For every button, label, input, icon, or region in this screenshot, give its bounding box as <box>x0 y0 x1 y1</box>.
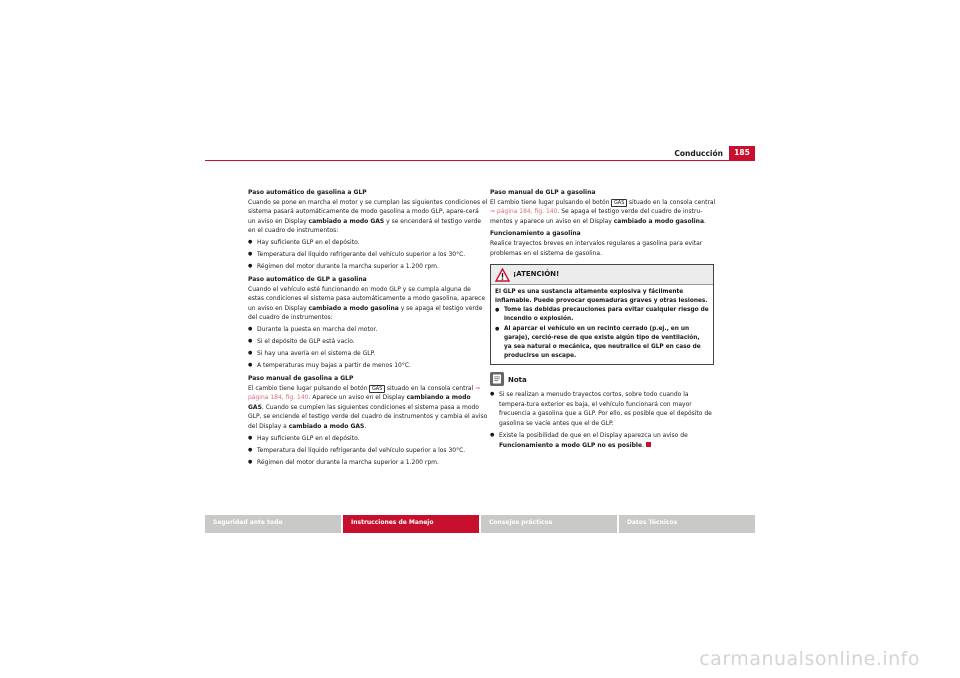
warning-text: El GLP es una sustancia altamente explosiva y fácilmente inflamable. Puede provocar quemaduras graves y otras lesiones. <box>495 289 708 305</box>
list-item: ● Temperatura del líquido refrigerante del vehículo superior a los 30°C. <box>248 250 488 260</box>
list-item: ● Existe la posibilidad de que en el Display aparezca un aviso de Funcionamiento a modo GLP no es posible. <box>490 431 716 450</box>
gas-key-label: GAS <box>369 385 384 393</box>
footer-nav <box>205 515 755 533</box>
section-title: Funcionamiento a gasolina <box>490 230 581 238</box>
warning-header <box>491 265 713 285</box>
watermark: carmanualsonline.info <box>699 648 920 670</box>
section-title: Paso manual de gasolina a GLP <box>248 375 354 383</box>
note-title: Nota <box>508 376 527 385</box>
list-item: ● Si se realizan a menudo trayectos cortos, sobre todo cuando la tempera-tura exterior es baja, el vehículo funcionará con mayor frecuencia a gasolina que a GLP. Por ello, es posible que el depósito de gasolina se vacíe antes que el de GLP. <box>490 390 716 428</box>
paragraph: El cambio tiene lugar pulsando el botón GAS situado en la consola central ⇒ página 184, fig. 140. Aparece un aviso en el Display cambiando a modo GAS. Cuando se cumplen las siguientes condiciones el sistema pasa a modo GLP, se enciende el testigo verde del cuadro de instrumentos y cambia el aviso del Display a cambiado a modo GAS. <box>248 384 488 431</box>
page-reference-link[interactable]: ⇒ página 184, fig. 140 <box>248 384 481 402</box>
header-title: Conducción <box>674 149 723 158</box>
paragraph: Realice trayectos breves en intervalos regulares a gasolina para evitar problemas en el sistema de gasolina. <box>490 239 703 257</box>
list-item: ● Si hay una avería en el sistema de GLP. <box>248 349 488 359</box>
bullet-list <box>490 390 716 450</box>
bullet-list <box>495 306 709 361</box>
gas-key-label: GAS <box>611 199 626 207</box>
paragraph: Cuando el vehículo esté funcionando en modo GLP y se cumpla alguna de estas condiciones el sistema pasa automáticamente a modo gasolina, aparece un aviso en Display cambiado a modo gasolina y se apaga el testigo verde del cuadro de instrumentos: <box>248 285 486 322</box>
warning-triangle-icon <box>495 268 510 282</box>
tab-consejos[interactable]: Consejos prácticos <box>481 515 617 533</box>
section-end-icon <box>646 442 651 447</box>
paragraph: El cambio tiene lugar pulsando el botón GAS situado en la consola central ⇒ página 184, fig. 140. Se apaga el testigo verde del cuadro de instru-mentos y aparece un aviso en el Display cambiado a modo gasolina. <box>490 198 716 225</box>
note-header <box>490 372 716 388</box>
paragraph: Cuando se pone en marcha el motor y se cumplan las siguientes condiciones el sistema pasará automáticamente de modo gasolina a modo GLP, apare-cerá un aviso en Display cambiado a modo GAS y se encenderá el testigo verde en el cuadro de instrumentos: <box>248 198 488 235</box>
section-title: Paso automático de GLP a gasolina <box>248 275 367 283</box>
list-item: ● A temperaturas muy bajas a partir de menos 10°C. <box>248 361 488 371</box>
page-header <box>205 146 755 160</box>
warning-box <box>490 264 714 365</box>
bullet-list <box>248 434 488 468</box>
list-item: ● Tome las debidas precauciones para evitar cualquier riesgo de incendio o explosión. <box>495 306 709 324</box>
list-item: ● Si el depósito de GLP está vacío. <box>248 337 488 347</box>
warning-title: ¡ATENCIÓN! <box>513 270 560 279</box>
note-icon <box>490 372 504 386</box>
tab-datos[interactable]: Datos Técnicos <box>619 515 755 533</box>
left-column <box>248 188 488 470</box>
tab-seguridad[interactable]: Seguridad ante todo <box>205 515 341 533</box>
list-item: ● Régimen del motor durante la marcha superior a 1.200 rpm. <box>248 458 488 468</box>
list-item: ● Durante la puesta en marcha del motor. <box>248 325 488 335</box>
list-item: ● Hay suficiente GLP en el depósito. <box>248 238 488 248</box>
list-item: ● Temperatura del líquido refrigerante del vehículo superior a los 30°C. <box>248 446 488 456</box>
page-number: 185 <box>729 146 755 160</box>
page-reference-link[interactable]: ⇒ página 184, fig. 140 <box>490 208 558 216</box>
list-item: ● Al aparcar el vehículo en un recinto cerrado (p.ej., en un garaje), cerció-rese de que existe algún tipo de ventilación, ya sea natural o mecánica, que neutralice el GLP en caso de producirse un escape. <box>495 325 709 361</box>
section-title: Paso automático de gasolina a GLP <box>248 189 367 196</box>
list-item: ● Hay suficiente GLP en el depósito. <box>248 434 488 444</box>
bullet-list <box>248 325 488 371</box>
section-title: Paso manual de GLP a gasolina <box>490 189 596 196</box>
bullet-list <box>248 238 488 272</box>
tab-instrucciones[interactable]: Instrucciones de Manejo <box>343 515 479 533</box>
right-column <box>490 188 716 453</box>
warning-body <box>491 285 713 364</box>
header-divider <box>205 160 755 161</box>
list-item: ● Régimen del motor durante la marcha superior a 1.200 rpm. <box>248 262 488 272</box>
